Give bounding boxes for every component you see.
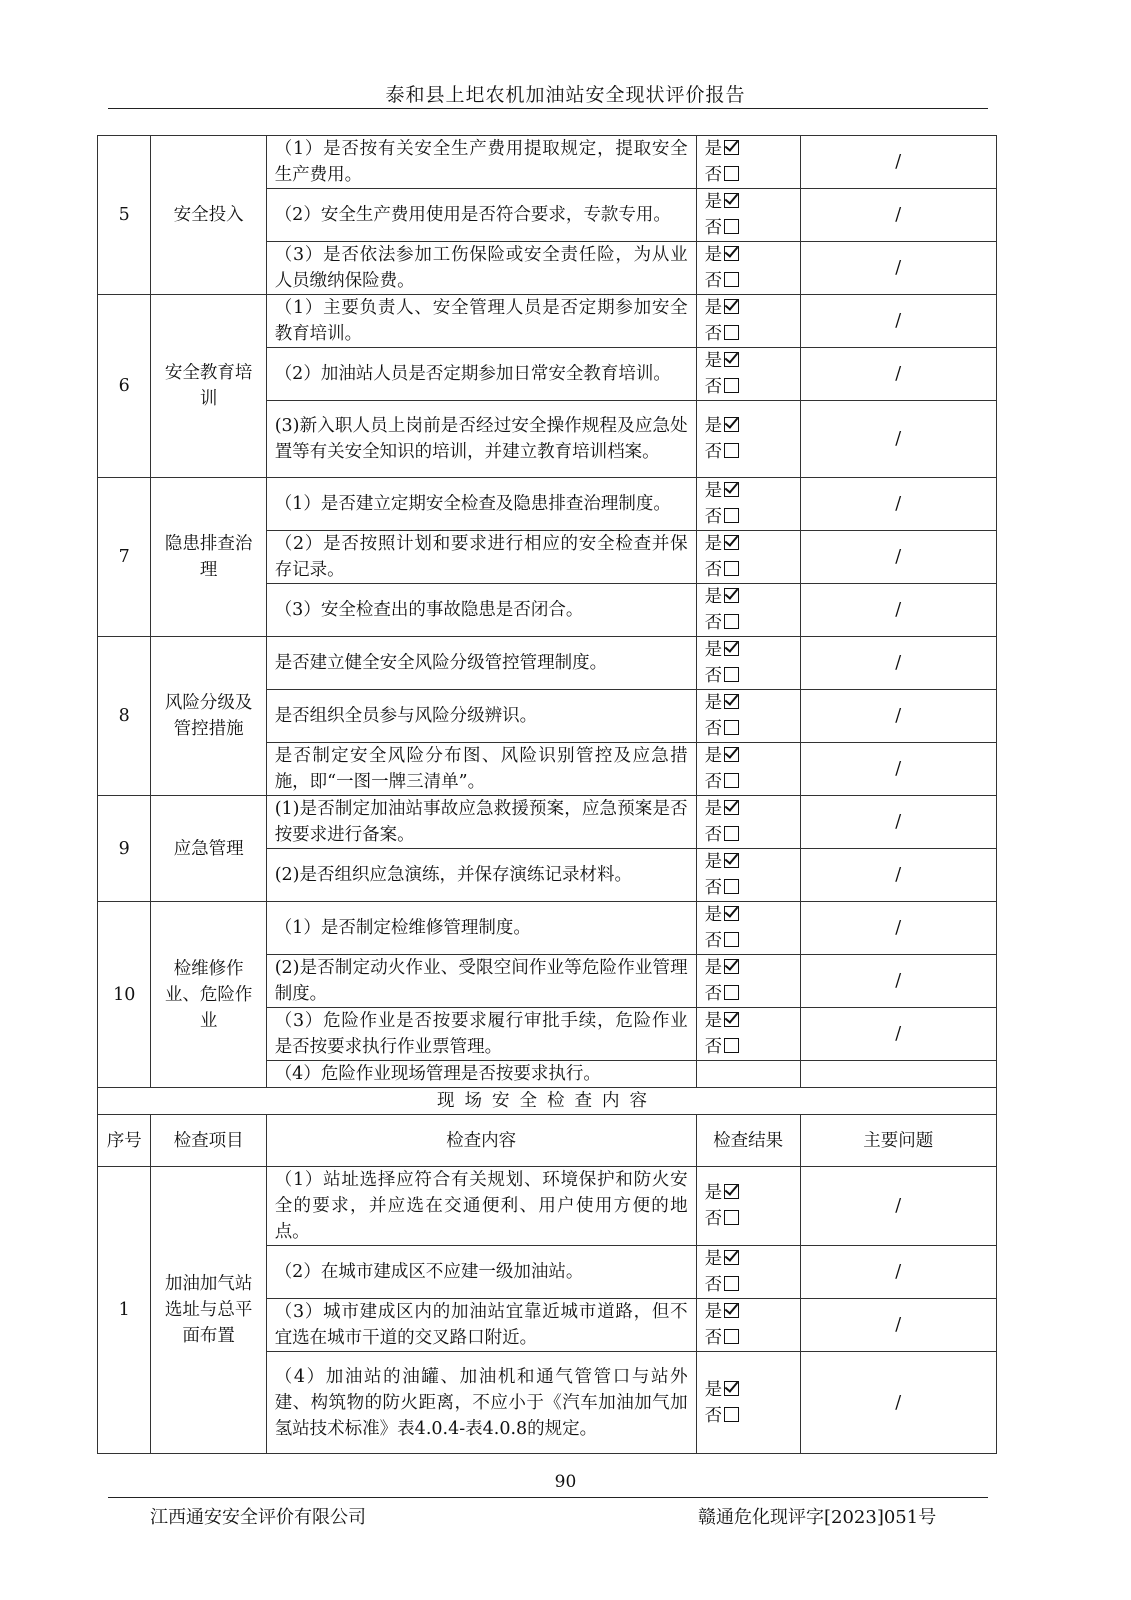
main-problem: / xyxy=(800,189,996,242)
row-number: 5 xyxy=(98,136,151,295)
check-result xyxy=(696,189,800,242)
main-problem xyxy=(800,1061,996,1088)
result-yes-label: 是 xyxy=(704,245,723,265)
result-no-label: 否 xyxy=(704,271,723,291)
unchecked-checkbox-icon xyxy=(724,879,739,894)
result-yes-option xyxy=(705,136,792,162)
table-row xyxy=(98,478,997,531)
check-result xyxy=(696,1167,800,1246)
result-no-option xyxy=(705,1206,792,1232)
result-yes-option xyxy=(705,743,792,769)
result-no-option xyxy=(705,875,792,901)
check-content: （1）是否按有关安全生产费用提取规定，提取安全生产费用。 xyxy=(266,136,696,189)
check-result xyxy=(696,478,800,531)
unchecked-checkbox-icon xyxy=(724,166,739,181)
result-no-label: 否 xyxy=(704,442,723,462)
row-number: 7 xyxy=(98,478,151,637)
main-problem: / xyxy=(800,531,996,584)
result-yes-option xyxy=(705,796,792,822)
result-yes-option xyxy=(705,413,792,439)
check-content: （1）站址选择应符合有关规划、环境保护和防火安全的要求，并应选在交通便利、用户使用方便的地点。 xyxy=(266,1167,696,1246)
result-yes-option xyxy=(705,1008,792,1034)
result-yes-option xyxy=(705,242,792,268)
unchecked-checkbox-icon xyxy=(724,219,739,234)
result-yes-label: 是 xyxy=(704,298,723,318)
check-content: （3）城市建成区内的加油站宜靠近城市道路，但不宜选在城市干道的交叉路口附近。 xyxy=(266,1299,696,1352)
result-no-option xyxy=(705,769,792,795)
check-content: （1）是否制定检维修管理制度。 xyxy=(266,902,696,955)
checked-checkbox-icon xyxy=(724,800,739,815)
main-problem: / xyxy=(800,584,996,637)
result-no-option xyxy=(705,928,792,954)
check-item: 隐患排查治理 xyxy=(151,478,266,637)
check-content: （4）加油站的油罐、加油机和通气管管口与站外建、构筑物的防火距离，不应小于《汽车加油加气加氢站技术标准》表4.0.4-表4.0.8的规定。 xyxy=(266,1352,696,1454)
main-problem: / xyxy=(800,401,996,478)
result-no-label: 否 xyxy=(704,666,723,686)
result-no-label: 否 xyxy=(704,613,723,633)
check-result xyxy=(696,1352,800,1454)
check-content: （1）主要负责人、安全管理人员是否定期参加安全教育培训。 xyxy=(266,295,696,348)
main-problem: / xyxy=(800,1167,996,1246)
result-no-label: 否 xyxy=(704,931,723,951)
check-content: (3)新入职人员上岗前是否经过安全操作规程及应急处置等有关安全知识的培训，并建立教育培训档案。 xyxy=(266,401,696,478)
check-content: 是否制定安全风险分布图、风险识别管控及应急措施，即“一图一牌三清单”。 xyxy=(266,743,696,796)
unchecked-checkbox-icon xyxy=(724,773,739,788)
result-yes-label: 是 xyxy=(704,351,723,371)
unchecked-checkbox-icon xyxy=(724,1038,739,1053)
check-result xyxy=(696,584,800,637)
checked-checkbox-icon xyxy=(724,352,739,367)
check-content: （3）是否依法参加工伤保险或安全责任险，为从业人员缴纳保险费。 xyxy=(266,242,696,295)
header-result: 检查结果 xyxy=(696,1115,800,1167)
result-no-option xyxy=(705,822,792,848)
main-problem: / xyxy=(800,1352,996,1454)
checked-checkbox-icon xyxy=(724,747,739,762)
table-row xyxy=(98,902,997,955)
check-item: 安全投入 xyxy=(151,136,266,295)
check-item: 检维修作业、危险作业 xyxy=(151,902,266,1088)
result-no-option xyxy=(705,610,792,636)
result-no-option xyxy=(705,716,792,742)
result-yes-label: 是 xyxy=(704,587,723,607)
unchecked-checkbox-icon xyxy=(724,614,739,629)
result-yes-option xyxy=(705,189,792,215)
result-no-label: 否 xyxy=(704,1405,723,1426)
result-yes-label: 是 xyxy=(704,693,723,713)
main-problem: / xyxy=(800,902,996,955)
main-problem: / xyxy=(800,637,996,690)
result-yes-label: 是 xyxy=(704,534,723,554)
unchecked-checkbox-icon xyxy=(724,826,739,841)
check-result xyxy=(696,136,800,189)
checked-checkbox-icon xyxy=(724,482,739,497)
result-no-option xyxy=(705,663,792,689)
main-problem: / xyxy=(800,1008,996,1061)
result-no-label: 否 xyxy=(704,377,723,397)
main-problem: / xyxy=(800,136,996,189)
header-content: 检查内容 xyxy=(266,1115,696,1167)
main-problem: / xyxy=(800,690,996,743)
inspection-table xyxy=(97,135,997,1454)
header-num: 序号 xyxy=(98,1115,151,1167)
result-yes-option xyxy=(705,1299,792,1325)
check-content: （4）危险作业现场管理是否按要求执行。 xyxy=(266,1061,696,1088)
result-yes-label: 是 xyxy=(704,746,723,766)
checked-checkbox-icon xyxy=(724,140,739,155)
table-row xyxy=(98,295,997,348)
row-number: 8 xyxy=(98,637,151,796)
main-problem: / xyxy=(800,955,996,1008)
result-no-option xyxy=(705,1034,792,1060)
check-content: 是否组织全员参与风险分级辨识。 xyxy=(266,690,696,743)
check-result xyxy=(696,1008,800,1061)
result-no-option xyxy=(705,1403,792,1429)
result-no-label: 否 xyxy=(704,218,723,238)
table-row xyxy=(98,796,997,849)
result-no-label: 否 xyxy=(704,984,723,1004)
check-result xyxy=(696,531,800,584)
row-number: 6 xyxy=(98,295,151,478)
unchecked-checkbox-icon xyxy=(724,1210,739,1225)
check-content: (1)是否制定加油站事故应急救援预案，应急预案是否按要求进行备案。 xyxy=(266,796,696,849)
unchecked-checkbox-icon xyxy=(724,325,739,340)
main-problem: / xyxy=(800,1299,996,1352)
check-content: 是否建立健全安全风险分级管控管理制度。 xyxy=(266,637,696,690)
result-yes-option xyxy=(705,849,792,875)
check-result xyxy=(696,902,800,955)
check-content: (2)是否组织应急演练，并保存演练记录材料。 xyxy=(266,849,696,902)
unchecked-checkbox-icon xyxy=(724,561,739,576)
unchecked-checkbox-icon xyxy=(724,667,739,682)
row-number: 10 xyxy=(98,902,151,1088)
check-result xyxy=(696,955,800,1008)
result-no-label: 否 xyxy=(704,1328,723,1348)
page-number: 90 xyxy=(554,1472,577,1492)
result-no-option xyxy=(705,1272,792,1298)
header-rule xyxy=(108,108,988,109)
check-result xyxy=(696,1246,800,1299)
result-no-label: 否 xyxy=(704,165,723,185)
result-yes-option xyxy=(705,1377,792,1403)
page-header-title: 泰和县上圯农机加油站安全现状评价报告 xyxy=(385,84,746,106)
unchecked-checkbox-icon xyxy=(724,508,739,523)
check-content: （1）是否建立定期安全检查及隐患排查治理制度。 xyxy=(266,478,696,531)
result-no-option xyxy=(705,1325,792,1351)
result-yes-label: 是 xyxy=(704,1302,723,1322)
result-no-option xyxy=(705,321,792,347)
checked-checkbox-icon xyxy=(724,853,739,868)
result-yes-label: 是 xyxy=(704,416,723,436)
check-item: 安全教育培训 xyxy=(151,295,266,478)
check-result xyxy=(696,1061,800,1088)
footer-doc-number: 赣通危化现评字[2023]051号 xyxy=(698,1507,937,1528)
unchecked-checkbox-icon xyxy=(724,985,739,1000)
table-row xyxy=(98,637,997,690)
check-result xyxy=(696,743,800,796)
result-yes-option xyxy=(705,1246,792,1272)
footer-company: 江西通安安全评价有限公司 xyxy=(150,1507,366,1528)
unchecked-checkbox-icon xyxy=(724,378,739,393)
unchecked-checkbox-icon xyxy=(724,1329,739,1344)
checked-checkbox-icon xyxy=(724,959,739,974)
checked-checkbox-icon xyxy=(724,694,739,709)
result-no-label: 否 xyxy=(704,507,723,527)
result-yes-option xyxy=(705,295,792,321)
result-yes-label: 是 xyxy=(704,905,723,925)
check-item: 加油加气站选址与总平面布置 xyxy=(151,1167,266,1454)
checked-checkbox-icon xyxy=(724,1184,739,1199)
checked-checkbox-icon xyxy=(724,1381,739,1396)
result-yes-label: 是 xyxy=(704,481,723,501)
main-problem: / xyxy=(800,743,996,796)
result-no-option xyxy=(705,268,792,294)
result-yes-option xyxy=(705,902,792,928)
result-yes-option xyxy=(705,690,792,716)
result-yes-label: 是 xyxy=(704,1011,723,1031)
result-no-label: 否 xyxy=(704,878,723,898)
unchecked-checkbox-icon xyxy=(724,443,739,458)
result-no-label: 否 xyxy=(704,719,723,739)
result-yes-label: 是 xyxy=(704,139,723,159)
result-no-option xyxy=(705,374,792,400)
result-no-label: 否 xyxy=(704,825,723,845)
result-no-option xyxy=(705,162,792,188)
checked-checkbox-icon xyxy=(724,588,739,603)
result-no-option xyxy=(705,439,792,465)
check-result xyxy=(696,796,800,849)
checked-checkbox-icon xyxy=(724,906,739,921)
result-yes-option xyxy=(705,637,792,663)
result-yes-option xyxy=(705,348,792,374)
check-result xyxy=(696,849,800,902)
result-no-label: 否 xyxy=(704,560,723,580)
checked-checkbox-icon xyxy=(724,1012,739,1027)
check-item: 风险分级及管控措施 xyxy=(151,637,266,796)
result-no-option xyxy=(705,981,792,1007)
checked-checkbox-icon xyxy=(724,299,739,314)
result-yes-label: 是 xyxy=(704,799,723,819)
result-no-option xyxy=(705,215,792,241)
main-problem: / xyxy=(800,295,996,348)
table-header-row xyxy=(98,1115,997,1167)
main-problem: / xyxy=(800,849,996,902)
footer-rule xyxy=(108,1497,988,1498)
check-content: （3）安全检查出的事故隐患是否闭合。 xyxy=(266,584,696,637)
unchecked-checkbox-icon xyxy=(724,932,739,947)
table-row xyxy=(98,1167,997,1246)
unchecked-checkbox-icon xyxy=(724,272,739,287)
result-yes-label: 是 xyxy=(704,1183,723,1203)
row-number: 9 xyxy=(98,796,151,902)
table-row xyxy=(98,136,997,189)
result-yes-label: 是 xyxy=(704,640,723,660)
check-result xyxy=(696,637,800,690)
result-yes-option xyxy=(705,531,792,557)
check-content: (2)是否制定动火作业、受限空间作业等危险作业管理制度。 xyxy=(266,955,696,1008)
check-content: （3）危险作业是否按要求履行审批手续，危险作业是否按要求执行作业票管理。 xyxy=(266,1008,696,1061)
header-problem: 主要问题 xyxy=(800,1115,996,1167)
check-result xyxy=(696,690,800,743)
result-no-label: 否 xyxy=(704,1209,723,1229)
result-yes-label: 是 xyxy=(704,192,723,212)
result-yes-label: 是 xyxy=(704,958,723,978)
result-no-label: 否 xyxy=(704,772,723,792)
checked-checkbox-icon xyxy=(724,246,739,261)
check-content: （2）是否按照计划和要求进行相应的安全检查并保存记录。 xyxy=(266,531,696,584)
check-result xyxy=(696,348,800,401)
checked-checkbox-icon xyxy=(724,1250,739,1265)
main-problem: / xyxy=(800,1246,996,1299)
result-yes-option xyxy=(705,478,792,504)
check-content: （2）在城市建成区不应建一级加油站。 xyxy=(266,1246,696,1299)
main-problem: / xyxy=(800,796,996,849)
header-item: 检查项目 xyxy=(151,1115,266,1167)
check-result xyxy=(696,242,800,295)
check-content: （2）加油站人员是否定期参加日常安全教育培训。 xyxy=(266,348,696,401)
result-yes-option xyxy=(705,955,792,981)
unchecked-checkbox-icon xyxy=(724,720,739,735)
unchecked-checkbox-icon xyxy=(724,1276,739,1291)
main-problem: / xyxy=(800,242,996,295)
result-yes-label: 是 xyxy=(704,852,723,872)
main-problem: / xyxy=(800,348,996,401)
result-yes-label: 是 xyxy=(704,1379,723,1400)
main-problem: / xyxy=(800,478,996,531)
result-yes-option xyxy=(705,1180,792,1206)
check-item: 应急管理 xyxy=(151,796,266,902)
unchecked-checkbox-icon xyxy=(724,1407,739,1422)
checked-checkbox-icon xyxy=(724,535,739,550)
result-no-label: 否 xyxy=(704,324,723,344)
checked-checkbox-icon xyxy=(724,1303,739,1318)
result-no-option xyxy=(705,557,792,583)
checked-checkbox-icon xyxy=(724,417,739,432)
check-result xyxy=(696,1299,800,1352)
checked-checkbox-icon xyxy=(724,193,739,208)
result-no-label: 否 xyxy=(704,1275,723,1295)
check-content: （2）安全生产费用使用是否符合要求，专款专用。 xyxy=(266,189,696,242)
check-result xyxy=(696,401,800,478)
check-result xyxy=(696,295,800,348)
result-yes-label: 是 xyxy=(704,1249,723,1269)
result-yes-option xyxy=(705,584,792,610)
row-number: 1 xyxy=(98,1167,151,1454)
section-title: 现场安全检查内容 xyxy=(98,1088,997,1115)
result-no-label: 否 xyxy=(704,1037,723,1057)
result-no-option xyxy=(705,504,792,530)
checked-checkbox-icon xyxy=(724,641,739,656)
